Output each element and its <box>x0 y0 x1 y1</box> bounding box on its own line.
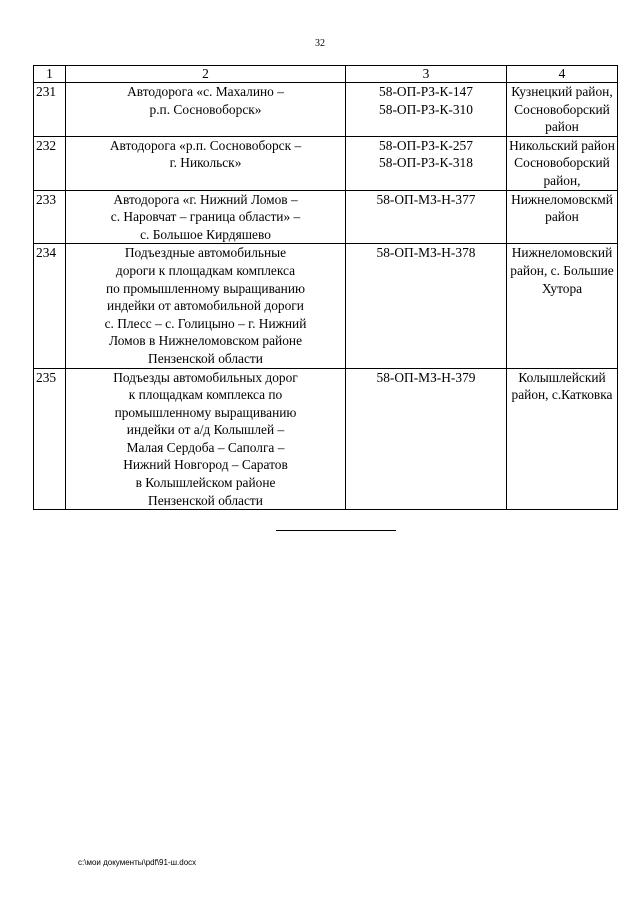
row-number: 232 <box>34 136 66 190</box>
road-district: Нижнеломовскмй район <box>507 190 618 244</box>
row-number: 233 <box>34 190 66 244</box>
table-row <box>34 190 618 244</box>
road-name: Подъезды автомобильных дорог к площадкам комплекса по промышленному выращиванию индейки от а/д Колышлей – Малая Сердоба – Саполга – Нижний Новгород – Саратов в Колышлейском районе Пензенской области <box>66 368 346 510</box>
column-header-4: 4 <box>507 66 618 83</box>
table-row <box>34 83 618 137</box>
road-code: 58-ОП-МЗ-Н-377 <box>346 190 507 244</box>
column-header-2: 2 <box>66 66 346 83</box>
road-name: Автодорога «с. Махалино – р.п. Сосновоборск» <box>66 83 346 137</box>
footer-file-path: c:\мои документы\pdf\91-ш.docx <box>78 858 197 867</box>
table-header-row <box>34 66 618 83</box>
road-code: 58-ОП-МЗ-Н-378 <box>346 244 507 368</box>
road-district: Никольский район Сосновоборский район, <box>507 136 618 190</box>
road-district: Кузнецкий район, Сосновоборский район <box>507 83 618 137</box>
row-number: 235 <box>34 368 66 510</box>
row-number: 231 <box>34 83 66 137</box>
table-row <box>34 244 618 368</box>
table-row <box>34 368 618 510</box>
road-code: 58-ОП-МЗ-Н-379 <box>346 368 507 510</box>
road-name: Автодорога «р.п. Сосновоборск – г. Никольск» <box>66 136 346 190</box>
page-number: 32 <box>315 38 325 49</box>
road-code: 58-ОП-РЗ-К-147 58-ОП-РЗ-К-310 <box>346 83 507 137</box>
column-header-1: 1 <box>34 66 66 83</box>
roads-table <box>33 65 618 510</box>
road-code: 58-ОП-РЗ-К-257 58-ОП-РЗ-К-318 <box>346 136 507 190</box>
column-header-3: 3 <box>346 66 507 83</box>
road-district: Колышлейский район, с.Катковка <box>507 368 618 510</box>
road-district: Нижнеломовский район, с. Большие Хутора <box>507 244 618 368</box>
road-name: Автодорога «г. Нижний Ломов – с. Наровчат – граница области» – с. Большое Кирдяшево <box>66 190 346 244</box>
table-row <box>34 136 618 190</box>
row-number: 234 <box>34 244 66 368</box>
end-of-document-rule <box>276 530 396 531</box>
road-name: Подъездные автомобильные дороги к площадкам комплекса по промышленному выращиванию индейки от автомобильной дороги с. Плесс – с. Голицыно – г. Нижний Ломов в Нижнеломовском районе Пензенской области <box>66 244 346 368</box>
